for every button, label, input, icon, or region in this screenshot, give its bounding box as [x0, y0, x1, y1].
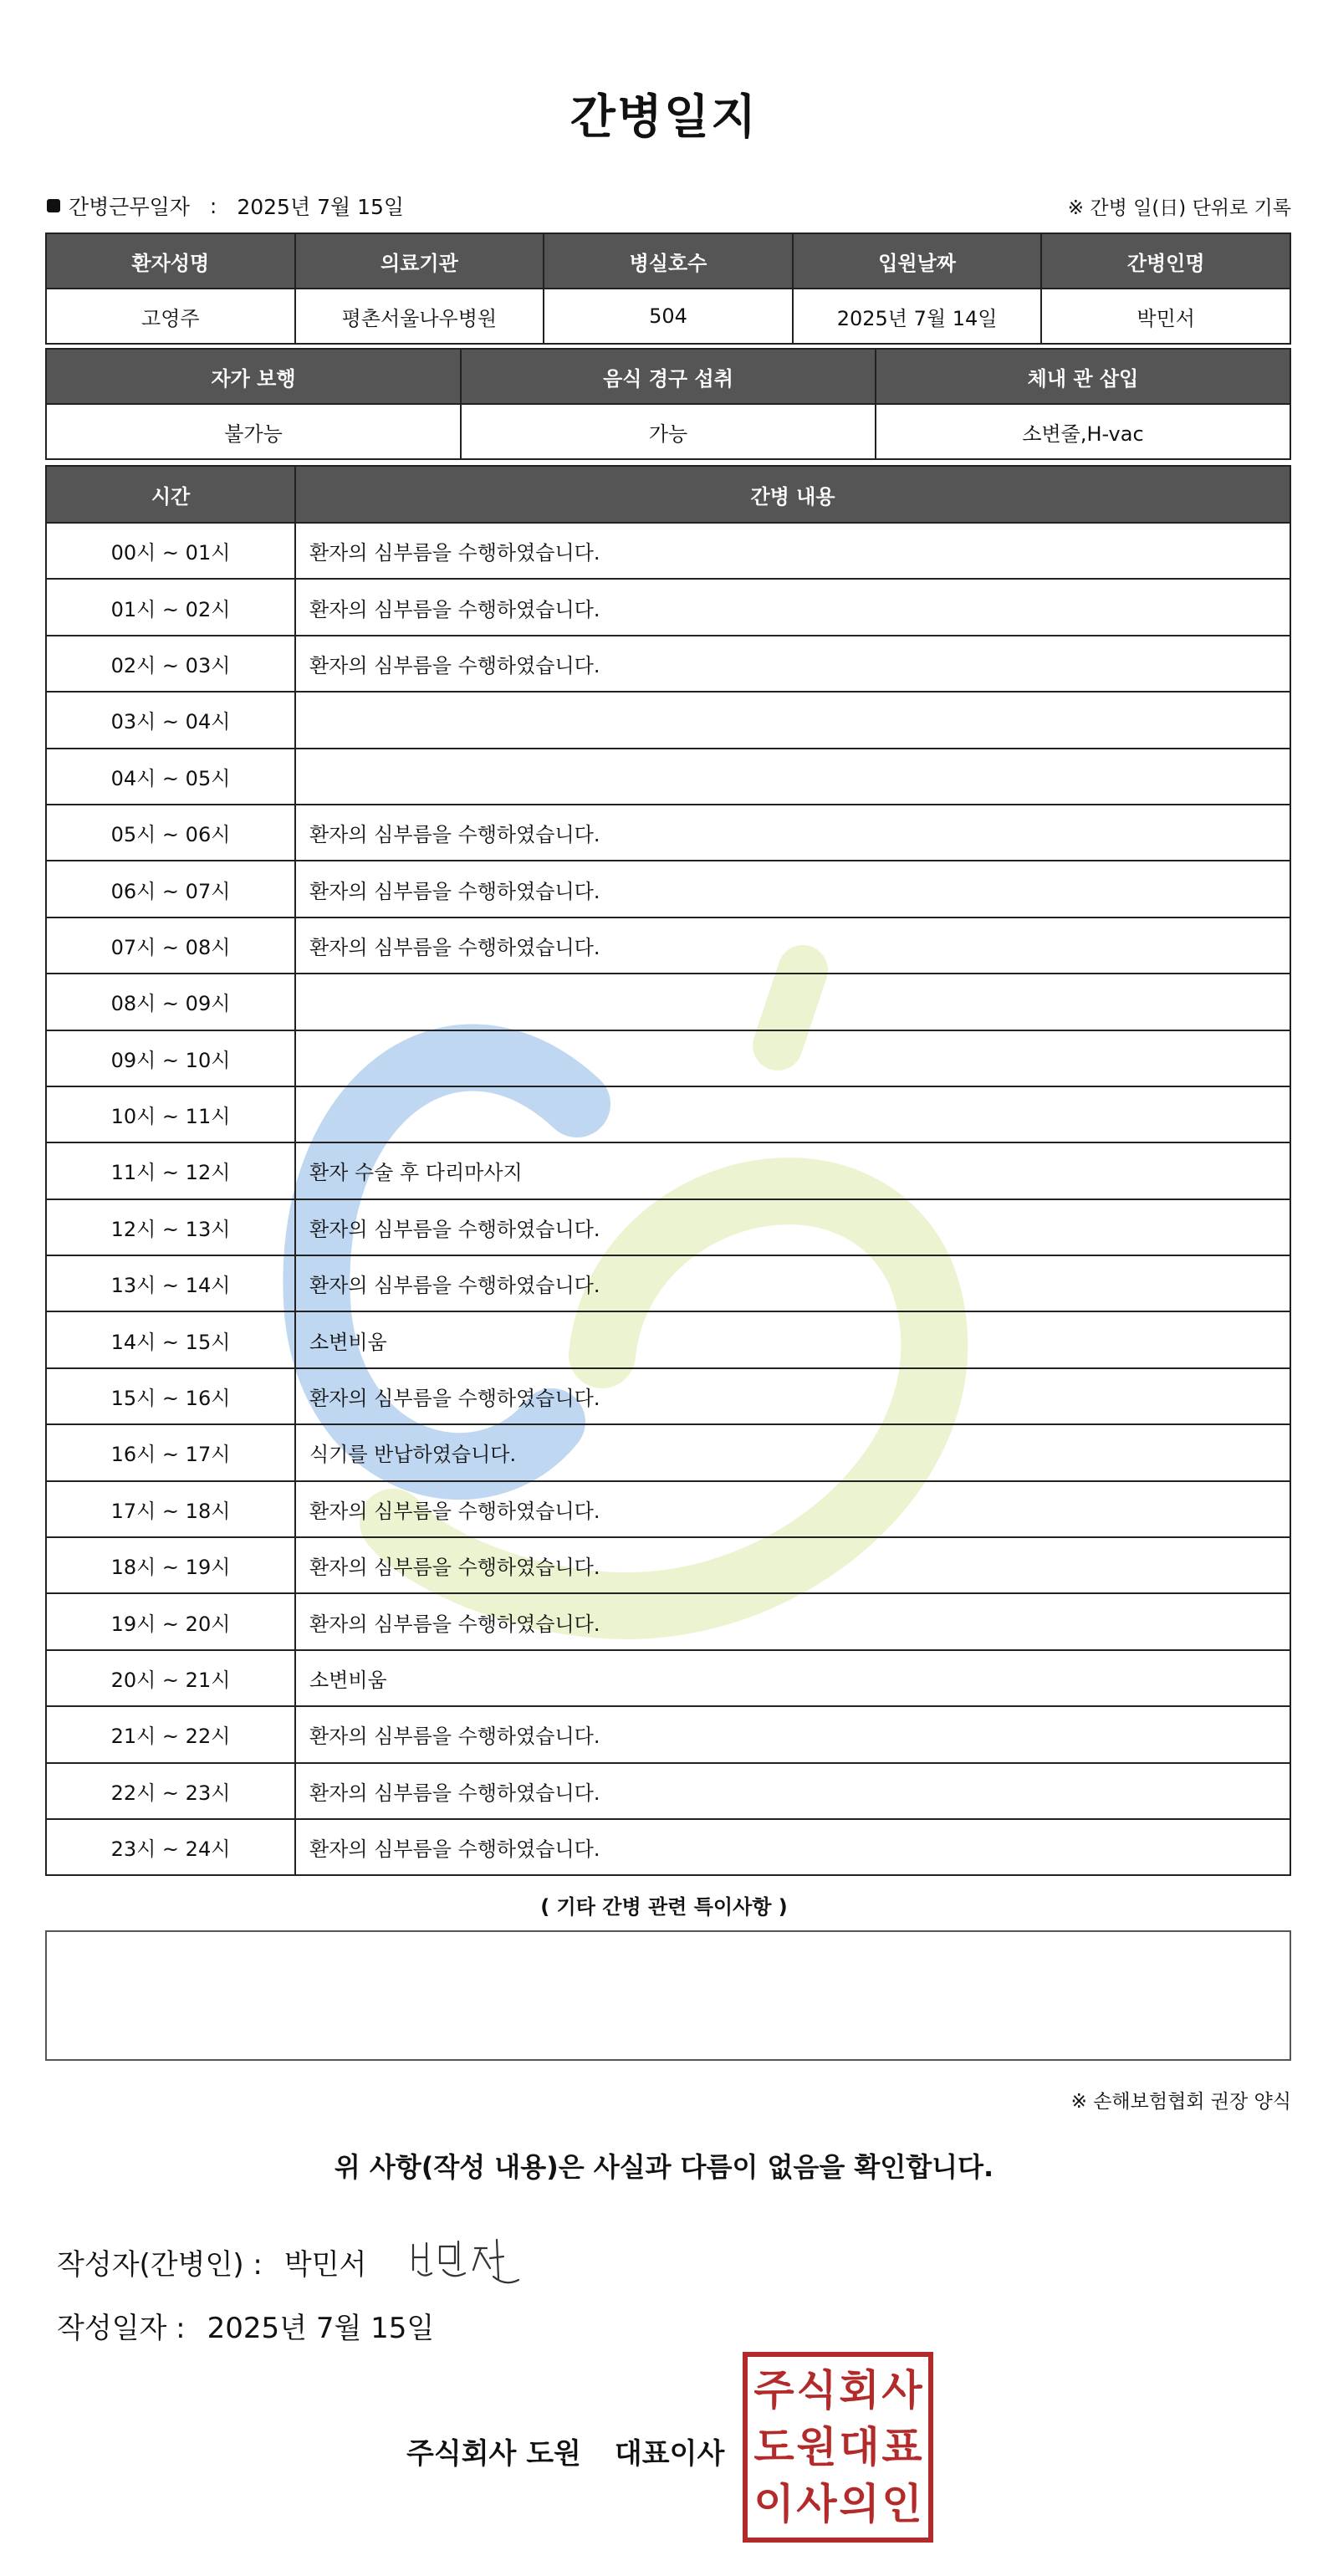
- seal-char: 식: [796, 2366, 837, 2415]
- care-log-row: [46, 917, 1290, 974]
- header-room-number: 병실호수: [544, 233, 793, 289]
- care-log-row: [46, 974, 1290, 1030]
- company-seal-stamp: [743, 2352, 933, 2543]
- care-log-content: 식기를 반납하였습니다.: [295, 1424, 1290, 1480]
- care-log-time: 22시 ~ 23시: [46, 1763, 295, 1819]
- patient-status-value-row: [46, 404, 1290, 459]
- seal-char: 이: [753, 2480, 794, 2528]
- care-log-row: [46, 1142, 1290, 1199]
- header-patient-name: 환자성명: [46, 233, 295, 289]
- patient-info-value-row: [46, 289, 1290, 344]
- care-log-content: [295, 974, 1290, 1030]
- care-log-time: 05시 ~ 06시: [46, 805, 295, 861]
- write-date-line: [57, 2305, 434, 2346]
- care-log-time: 04시 ~ 05시: [46, 749, 295, 805]
- write-date-label: 작성일자 :: [57, 2312, 186, 2345]
- care-log-content: 환자의 심부름을 수행하였습니다.: [295, 861, 1290, 917]
- seal-char: 사: [881, 2366, 922, 2415]
- care-log-content: 환자의 심부름을 수행하였습니다.: [295, 805, 1290, 861]
- care-log-time: 08시 ~ 09시: [46, 974, 295, 1030]
- care-log-row: [46, 1481, 1290, 1537]
- care-log-content: 환자의 심부름을 수행하였습니다.: [295, 579, 1290, 635]
- seal-char: 표: [881, 2423, 922, 2471]
- oral-intake-value: 가능: [461, 404, 876, 459]
- writer-label: 작성자(간병인) :: [57, 2248, 263, 2282]
- header-time: 시간: [46, 466, 295, 523]
- care-log-row: [46, 1311, 1290, 1367]
- seal-char: 대: [839, 2423, 880, 2471]
- care-log-content: 환자의 심부름을 수행하였습니다.: [295, 1481, 1290, 1537]
- care-log-content: 환자의 심부름을 수행하였습니다.: [295, 917, 1290, 974]
- header-self-walking: 자가 보행: [46, 349, 461, 404]
- document-title: 간병일지: [570, 90, 758, 145]
- care-log-content: 환자의 심부름을 수행하였습니다.: [295, 1819, 1290, 1875]
- care-log-content: [295, 692, 1290, 748]
- header-hospital: 의료기관: [295, 233, 544, 289]
- care-log-content: 환자의 심부름을 수행하였습니다.: [295, 1706, 1290, 1762]
- care-log-row: [46, 749, 1290, 805]
- patient-status-header-row: [46, 349, 1290, 404]
- care-log-content: 환자의 심부름을 수행하였습니다.: [295, 1199, 1290, 1255]
- care-log-row: [46, 523, 1290, 579]
- care-log-row: [46, 1086, 1290, 1142]
- care-log-content: 환자 수술 후 다리마사지: [295, 1142, 1290, 1199]
- care-log-body: [46, 523, 1290, 1875]
- writer-name: 박민서: [283, 2248, 367, 2282]
- care-log-time: 09시 ~ 10시: [46, 1030, 295, 1086]
- remarks-box[interactable]: [45, 1930, 1291, 2061]
- patient-info-table: [45, 233, 1291, 345]
- work-date-line: [47, 191, 404, 221]
- care-log-row: [46, 692, 1290, 748]
- care-log-row: [46, 1368, 1290, 1424]
- patient-name: 고영주: [46, 289, 295, 344]
- care-log-row: [46, 1819, 1290, 1875]
- care-log-time: 01시 ~ 02시: [46, 579, 295, 635]
- work-date-value: 2025년 7월 15일: [237, 195, 405, 219]
- care-log-row: [46, 1424, 1290, 1480]
- care-log-time: 11시 ~ 12시: [46, 1142, 295, 1199]
- care-log-time: 10시 ~ 11시: [46, 1086, 295, 1142]
- patient-status-table: [45, 348, 1291, 460]
- bullet-square-icon: [47, 199, 60, 212]
- patient-info-header-row: [46, 233, 1290, 289]
- care-log-header-row: [46, 466, 1290, 523]
- seal-char: 원: [796, 2423, 837, 2471]
- care-log-time: 07시 ~ 08시: [46, 917, 295, 974]
- care-log-time: 15시 ~ 16시: [46, 1368, 295, 1424]
- care-log-time: 23시 ~ 24시: [46, 1819, 295, 1875]
- care-log-row: [46, 636, 1290, 692]
- ceo-label: 대표이사: [614, 2437, 725, 2471]
- room-number: 504: [544, 289, 793, 344]
- care-log-row: [46, 1255, 1290, 1311]
- caregiver-name: 박민서: [1041, 289, 1290, 344]
- company-line: [406, 2430, 724, 2471]
- tube-insertion-value: 소변줄,H-vac: [876, 404, 1290, 459]
- handwritten-signature: [406, 2228, 532, 2295]
- care-log-time: 06시 ~ 07시: [46, 861, 295, 917]
- work-date-label: 간병근무일자: [69, 195, 190, 219]
- care-log-content: 환자의 심부름을 수행하였습니다.: [295, 1255, 1290, 1311]
- header-oral-intake: 음식 경구 섭취: [461, 349, 876, 404]
- seal-char: 주: [753, 2366, 794, 2415]
- seal-char: 도: [753, 2423, 794, 2471]
- header-admission-date: 입원날짜: [793, 233, 1042, 289]
- care-log-row: [46, 1030, 1290, 1086]
- care-log-time: 19시 ~ 20시: [46, 1593, 295, 1649]
- care-log-content: 환자의 심부름을 수행하였습니다.: [295, 636, 1290, 692]
- seal-char: 인: [881, 2480, 922, 2528]
- seal-characters: [753, 2362, 923, 2533]
- care-log-row: [46, 1706, 1290, 1762]
- care-log-content: 환자의 심부름을 수행하였습니다.: [295, 1537, 1290, 1593]
- care-log-time: 12시 ~ 13시: [46, 1199, 295, 1255]
- care-log-row: [46, 1763, 1290, 1819]
- confirmation-statement: 위 사항(작성 내용)은 사실과 다름이 없음을 확인합니다.: [334, 2151, 994, 2183]
- care-log-content: [295, 1030, 1290, 1086]
- header-care-content: 간병 내용: [295, 466, 1290, 523]
- care-log-row: [46, 1537, 1290, 1593]
- remarks-title: ( 기타 간병 관련 특이사항 ): [540, 1895, 788, 1919]
- care-log-content: 환자의 심부름을 수행하였습니다.: [295, 1593, 1290, 1649]
- care-log-time: 20시 ~ 21시: [46, 1650, 295, 1706]
- seal-char: 사: [796, 2480, 837, 2528]
- company-name: 주식회사 도원: [406, 2437, 581, 2471]
- care-log-content: 환자의 심부름을 수행하였습니다.: [295, 1763, 1290, 1819]
- work-date-colon: :: [209, 193, 217, 218]
- care-log-row: [46, 1199, 1290, 1255]
- form-note: ※ 손해보험협회 권장 양식: [1070, 2091, 1291, 2113]
- care-log-time: 18시 ~ 19시: [46, 1537, 295, 1593]
- care-log-content: [295, 1086, 1290, 1142]
- care-log-time: 17시 ~ 18시: [46, 1481, 295, 1537]
- seal-char: 회: [839, 2366, 880, 2415]
- care-log-time: 16시 ~ 17시: [46, 1424, 295, 1480]
- care-log-row: [46, 1593, 1290, 1649]
- care-log-content: 환자의 심부름을 수행하였습니다.: [295, 523, 1290, 579]
- care-log-content: 소변비움: [295, 1650, 1290, 1706]
- care-log-row: [46, 861, 1290, 917]
- unit-note: ※ 간병 일(日) 단위로 기록: [1067, 197, 1291, 219]
- care-log-row: [46, 1650, 1290, 1706]
- seal-char: 의: [839, 2480, 880, 2528]
- care-log-content: [295, 749, 1290, 805]
- write-date-value: 2025년 7월 15일: [207, 2312, 435, 2345]
- care-log-time: 00시 ~ 01시: [46, 523, 295, 579]
- care-log-row: [46, 579, 1290, 635]
- hospital-name: 평촌서울나우병원: [295, 289, 544, 344]
- header-caregiver-name: 간병인명: [1041, 233, 1290, 289]
- care-log-time: 03시 ~ 04시: [46, 692, 295, 748]
- care-log-content: 환자의 심부름을 수행하였습니다.: [295, 1368, 1290, 1424]
- care-log-time: 02시 ~ 03시: [46, 636, 295, 692]
- self-walking-value: 불가능: [46, 404, 461, 459]
- care-log-time: 14시 ~ 15시: [46, 1311, 295, 1367]
- admission-date: 2025년 7월 14일: [793, 289, 1042, 344]
- header-tube-insertion: 체내 관 삽입: [876, 349, 1290, 404]
- care-log-time: 13시 ~ 14시: [46, 1255, 295, 1311]
- care-log-row: [46, 805, 1290, 861]
- care-log-time: 21시 ~ 22시: [46, 1706, 295, 1762]
- writer-line: [57, 2241, 366, 2282]
- care-log-content: 소변비움: [295, 1311, 1290, 1367]
- care-log-table: [45, 465, 1291, 1876]
